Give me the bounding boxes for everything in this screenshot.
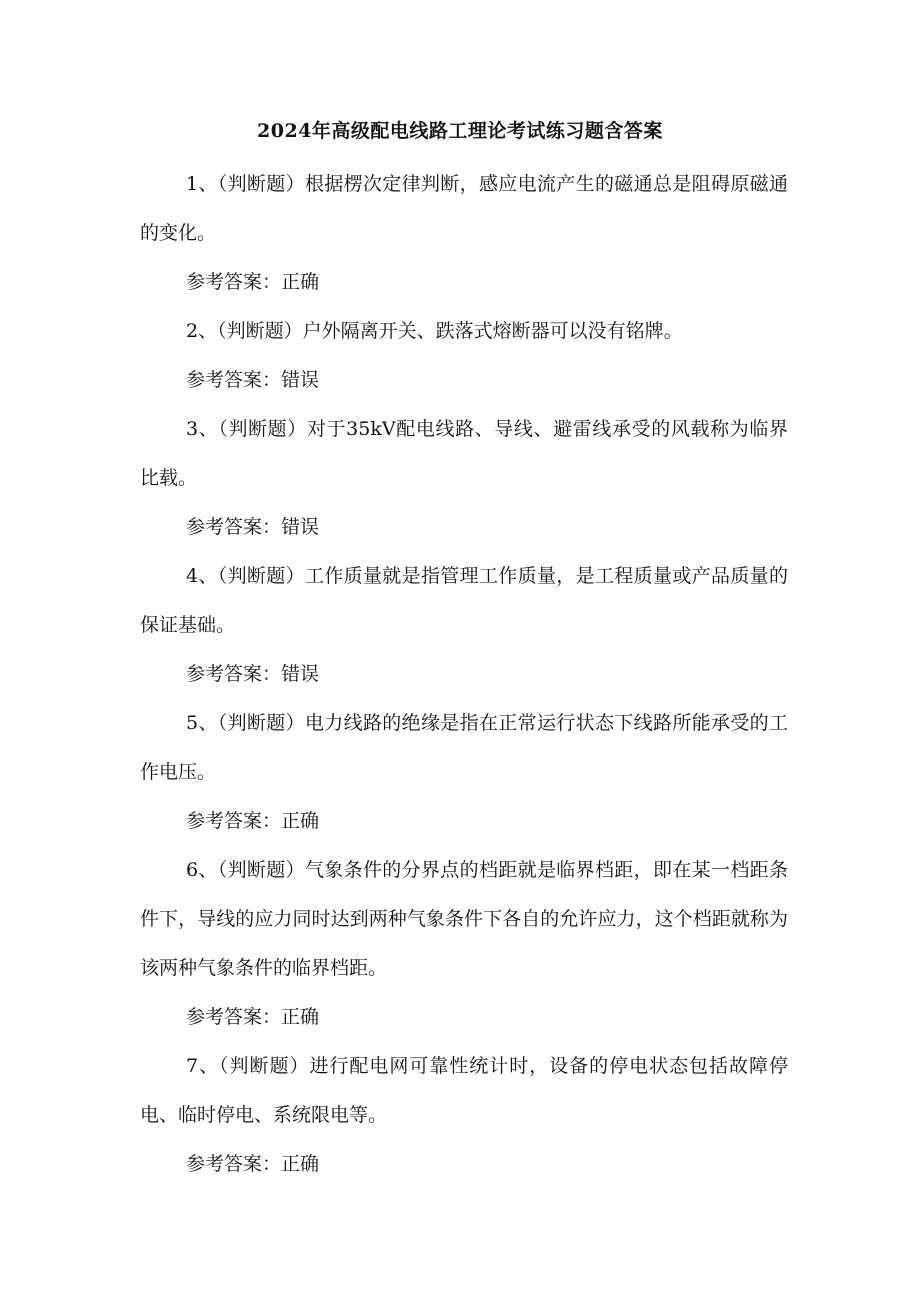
question-text: 工作质量就是指管理工作质量，是工程质量或产品质量的保证基础。 [140,565,788,636]
question-1 [140,160,788,258]
answer-2 [140,356,788,405]
question-type: （判断题） [217,712,305,734]
answer-value: 错误 [281,369,320,391]
question-3 [140,405,788,503]
question-type: （判断题） [217,173,305,195]
question-6 [140,846,788,993]
answer-4 [140,650,788,699]
answer-value: 正确 [281,810,320,832]
answer-label: 参考答案： [186,516,282,538]
answer-value: 正确 [281,1006,320,1028]
question-2 [140,307,788,356]
answer-value: 正确 [281,271,320,293]
answer-label: 参考答案： [186,1006,282,1028]
question-number: 3、 [186,418,219,440]
answer-value: 错误 [281,663,320,685]
question-text: 对于35kV配电线路、导线、避雷线承受的风载称为临界比载。 [140,418,788,489]
question-type: （判断题） [218,418,307,440]
question-number: 5、 [186,712,218,734]
question-number: 1、 [186,173,218,195]
question-text: 电力线路的绝缘是指在正常运行状态下线路所能承受的工作电压。 [140,712,788,783]
question-type: （判断题） [217,565,305,587]
question-number: 7、 [186,1055,220,1077]
answer-7 [140,1140,788,1189]
answer-1 [140,258,788,307]
question-text: 根据楞次定律判断，感应电流产生的磁通总是阻碍原磁通的变化。 [140,173,788,244]
document-title: 2024年高级配电线路工理论考试练习题含答案 [257,120,663,142]
question-text: 气象条件的分界点的档距就是临界档距，即在某一档距条件下，导线的应力同时达到两种气象条件下各自的允许应力，这个档距就称为该两种气象条件的临界档距。 [140,859,788,979]
answer-label: 参考答案： [186,369,282,391]
question-type: （判断题） [217,859,305,881]
question-7 [140,1042,788,1140]
answer-3 [140,503,788,552]
answer-value: 错误 [281,516,320,538]
question-type: （判断题） [219,1055,310,1077]
question-5 [140,699,788,797]
answer-6 [140,993,788,1042]
question-number: 4、 [186,565,218,587]
answer-label: 参考答案： [186,1153,282,1175]
question-text: 户外隔离开关、跌落式熔断器可以没有铭牌。 [302,320,683,342]
answer-label: 参考答案： [186,663,282,685]
question-number: 6、 [186,859,218,881]
question-type: （判断题） [217,320,303,342]
answer-label: 参考答案： [186,810,282,832]
answer-5 [140,797,788,846]
question-4 [140,552,788,650]
question-list [140,160,788,1189]
answer-value: 正确 [281,1153,320,1175]
answer-label: 参考答案： [186,271,282,293]
question-number: 2、 [186,320,218,342]
question-text: 进行配电网可靠性统计时，设备的停电状态包括故障停电、临时停电、系统限电等。 [140,1055,788,1126]
